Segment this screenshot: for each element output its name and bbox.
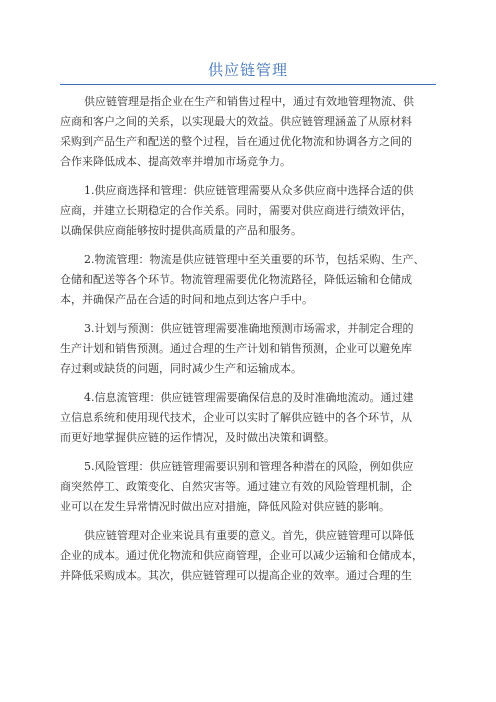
paragraph-line: 采购到产品生产和配送的整个过程，旨在通过优化物流和协调各方之间的 — [60, 135, 412, 148]
paragraph — [60, 526, 438, 586]
paragraph-line: 生产计划和销售预测。通过合理的生产计划和销售预测，企业可以避免库 — [60, 342, 412, 355]
paragraph-line: 5.风险管理：供应链管理需要识别和管理各种潜在的风险，例如供应 — [84, 460, 414, 473]
paragraph-line: 存过剩或缺货的问题，同时减少生产和运输成本。 — [60, 362, 302, 375]
paragraph-line: 企业的成本。通过优化物流和供应商管理，企业可以减少运输和仓储成本， — [60, 549, 423, 562]
paragraph-line: 合作来降低成本、提高效率并增加市场竞争力。 — [60, 155, 291, 168]
paragraph-line: 供应链管理是指企业在生产和销售过程中，通过有效地管理物流、供 — [84, 95, 414, 108]
paragraph — [60, 250, 438, 310]
paragraph-line: 商突然停工、政策变化、自然灾害等。通过建立有效的风险管理机制，企 — [60, 480, 412, 493]
title-underline — [60, 84, 436, 85]
paragraph-line: 仓储和配送等各个环节。物流管理需要优化物流路径，降低运输和仓储成 — [60, 273, 412, 286]
document-body — [60, 92, 438, 595]
paragraph-line: 应商，并建立长期稳定的合作关系。同时，需要对供应商进行绩效评估， — [60, 204, 412, 217]
paragraph-line: 立信息系统和使用现代技术，企业可以实时了解供应链中的各个环节，从 — [60, 411, 412, 424]
paragraph-line: 4.信息流管理：供应链管理需要确保信息的及时准确地流动。通过建 — [84, 391, 414, 404]
paragraph — [60, 181, 438, 241]
paragraph-line: 而更好地掌握供应链的运作情况，及时做出决策和调整。 — [60, 431, 335, 444]
paragraph-line: 供应链管理对企业来说具有重要的意义。首先，供应链管理可以降低 — [84, 529, 414, 542]
paragraph-line: 应商和客户之间的关系，以实现最大的效益。供应链管理涵盖了从原材料 — [60, 115, 412, 128]
paragraph-line: 3.计划与预测：供应链管理需要准确地预测市场需求，并制定合理的 — [84, 322, 414, 335]
paragraph-line: 1.供应商选择和管理：供应链管理需要从众多供应商中选择合适的供 — [84, 184, 414, 197]
paragraph-line: 业可以在发生异常情况时做出应对措施，降低风险对供应链的影响。 — [60, 500, 390, 513]
paragraph — [60, 388, 438, 448]
paragraph — [60, 457, 438, 517]
paragraph — [60, 92, 438, 172]
paragraph-line: 本，并确保产品在合适的时间和地点到达客户手中。 — [60, 293, 313, 306]
paragraph — [60, 319, 438, 379]
paragraph-line: 并降低采购成本。其次，供应链管理可以提高企业的效率。通过合理的生 — [60, 569, 412, 582]
paragraph-line: 2.物流管理：物流是供应链管理中至关重要的环节，包括采购、生产、 — [84, 253, 425, 266]
paragraph-line: 以确保供应商能够按时提供高质量的产品和服务。 — [60, 224, 302, 237]
document-title: 供应链管理 — [207, 61, 288, 79]
